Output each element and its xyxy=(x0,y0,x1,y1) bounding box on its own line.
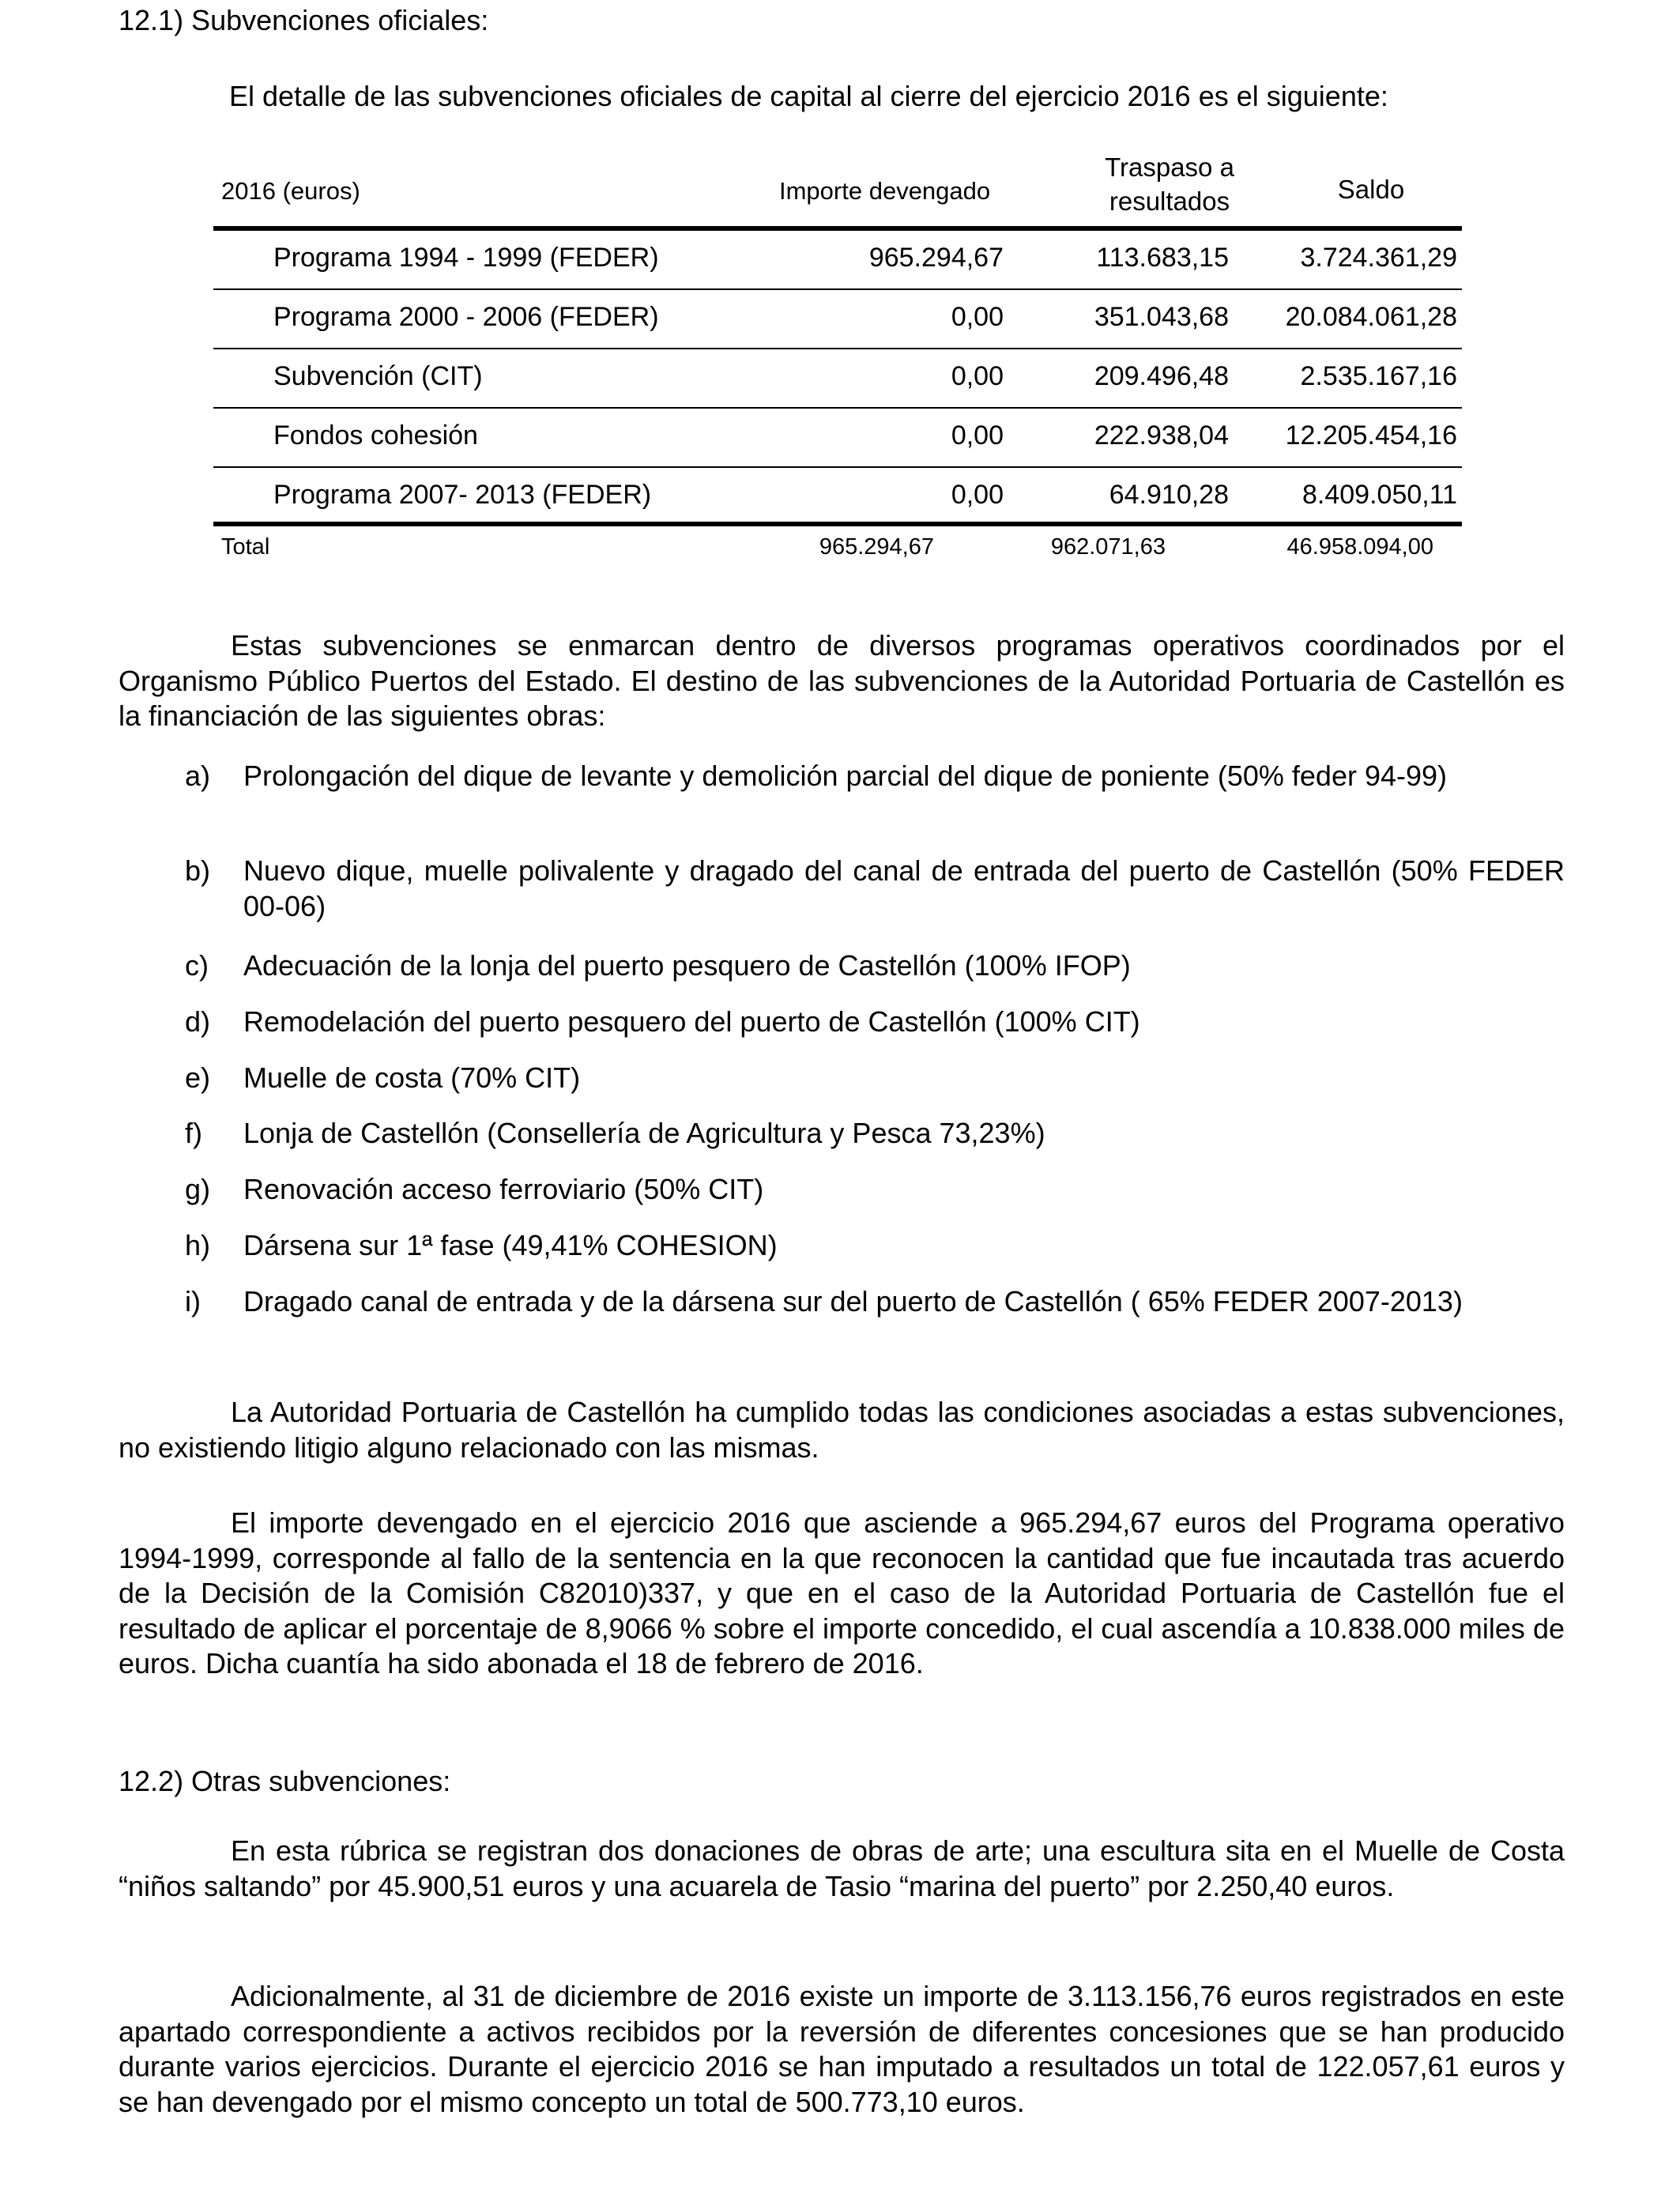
row-saldo: 12.205.454,16 xyxy=(1285,420,1457,450)
row-saldo: 3.724.361,29 xyxy=(1300,243,1457,273)
paragraph-conditions xyxy=(119,1395,1565,1465)
row-label: Programa 2000 - 2006 (FEDER) xyxy=(273,302,659,332)
row-importe: 965.294,67 xyxy=(868,243,1004,273)
list-text: Lonja de Castellón (Consellería de Agricultura y Pesca 73,23%) xyxy=(243,1117,1045,1149)
row-saldo: 8.409.050,11 xyxy=(1302,480,1457,510)
subsidies-table xyxy=(213,150,1462,560)
row-saldo: 20.084.061,28 xyxy=(1285,302,1457,332)
row-traspaso: 209.496,48 xyxy=(1094,361,1229,391)
list-text: Dragado canal de entrada y de la dársena sur del puerto de Castellón ( 65% FEDER 2007-2013) xyxy=(243,1285,1463,1318)
list-letter: b) xyxy=(185,854,211,887)
row-traspaso: 351.043,68 xyxy=(1094,302,1229,332)
header-year: 2016 (euros) xyxy=(221,177,360,205)
paragraph-reversion xyxy=(119,1979,1565,2120)
table-row xyxy=(213,409,1462,468)
row-importe: 0,00 xyxy=(951,302,1004,332)
row-label: Fondos cohesión xyxy=(273,420,478,450)
section-heading-12-1: 12.1) Subvenciones oficiales: xyxy=(119,4,489,36)
row-traspaso: 64.910,28 xyxy=(1109,480,1229,510)
total-importe: 965.294,67 xyxy=(819,534,934,560)
row-label: Programa 2007- 2013 (FEDER) xyxy=(273,480,652,510)
header-traspaso-line1: Traspaso a xyxy=(1105,153,1234,182)
total-saldo: 46.958.094,00 xyxy=(1286,534,1433,560)
table-total-row xyxy=(213,530,1462,569)
paragraph-devengado xyxy=(119,1506,1565,1682)
table-row xyxy=(213,231,1462,290)
header-importe: Importe devengado xyxy=(779,177,991,205)
list-letter: i) xyxy=(185,1285,201,1318)
list-letter: f) xyxy=(185,1117,202,1149)
list-text: Muelle de costa (70% CIT) xyxy=(243,1061,581,1094)
table-row xyxy=(213,349,1462,409)
paragraph-reversion-text: Adicionalmente, al 31 de diciembre de 2016 existe un importe de 3.113.156,76 euros registrados en este apartado correspondiente a activos recibidos por la reversión de diferentes concesiones que se han producido durante varios ejercicios. Durante el ejercicio 2016 se han imputado a resultados un total de 122.057,61 euros y se han devengado por el mismo concepto un total de 500.773,10 euros. xyxy=(119,1980,1565,2118)
table-row xyxy=(213,468,1462,527)
list-text: Dársena sur 1ª fase (49,41% COHESION) xyxy=(243,1229,778,1261)
row-traspaso: 222.938,04 xyxy=(1094,420,1229,450)
total-rule xyxy=(213,522,1462,526)
list-letter: c) xyxy=(185,949,209,982)
paragraph-conditions-text: La Autoridad Portuaria de Castellón ha cumplido todas las condiciones asociadas a estas subvenciones, no existiendo litigio alguno relacionado con las mismas. xyxy=(119,1396,1565,1464)
row-importe: 0,00 xyxy=(951,361,1004,391)
list-text: Remodelación del puerto pesquero del puerto de Castellón (100% CIT) xyxy=(243,1005,1140,1038)
list-text: Renovación acceso ferroviario (50% CIT) xyxy=(243,1173,764,1205)
paragraph-donations xyxy=(119,1834,1565,1904)
list-text: Nuevo dique, muelle polivalente y dragado del canal de entrada del puerto de Castellón (50% FEDER 00-06) xyxy=(243,854,1565,922)
table-intro: El detalle de las subvenciones oficiales de capital al cierre del ejercicio 2016 es el siguiente: xyxy=(229,80,1388,112)
row-label: Programa 1994 - 1999 (FEDER) xyxy=(273,243,659,273)
list-text: Prolongación del dique de levante y demolición parcial del dique de poniente (50% feder 94-99) xyxy=(243,760,1448,792)
header-traspaso-line2: resultados xyxy=(1109,187,1230,216)
total-traspaso: 962.071,63 xyxy=(1050,534,1166,560)
row-label: Subvención (CIT) xyxy=(273,361,483,391)
paragraph-donations-text: En esta rúbrica se registran dos donaciones de obras de arte; una escultura sita en el Muelle de Costa “niños saltando” por 45.900,51 euros y una acuarela de Tasio “marina del puerto” por 2.250,40 euros. xyxy=(119,1834,1565,1902)
total-label: Total xyxy=(221,534,270,560)
row-traspaso: 113.683,15 xyxy=(1096,243,1229,273)
list-letter: d) xyxy=(185,1005,211,1038)
table-header xyxy=(213,150,1462,229)
header-saldo: Saldo xyxy=(1337,175,1405,204)
row-importe: 0,00 xyxy=(951,480,1004,510)
list-text: Adecuación de la lonja del puerto pesquero de Castellón (100% IFOP) xyxy=(243,949,1131,982)
paragraph-programs xyxy=(119,628,1565,734)
list-letter: h) xyxy=(185,1229,211,1261)
paragraph-programs-text: Estas subvenciones se enmarcan dentro de diversos programas operativos coordinados por el Organismo Público Puertos del Estado. El destino de las subvenciones de la Autoridad Portuaria de Castellón es la financiación de las siguientes obras: xyxy=(119,629,1565,732)
section-heading-12-2: 12.2) Otras subvenciones: xyxy=(119,1765,451,1797)
row-saldo: 2.535.167,16 xyxy=(1300,361,1457,391)
list-letter: g) xyxy=(185,1173,211,1205)
list-letter: e) xyxy=(185,1061,211,1094)
list-letter: a) xyxy=(185,760,211,792)
table-row xyxy=(213,290,1462,349)
row-importe: 0,00 xyxy=(951,420,1004,450)
paragraph-devengado-text: El importe devengado en el ejercicio 2016 que asciende a 965.294,67 euros del Programa operativo 1994-1999, corresponde al fallo de la sentencia en la que reconocen la cantidad que fue incautada tras acuerdo de la Decisión de la Comisión C82010)337, y que en el caso de la Autoridad Portuaria de Castellón fue el resultado de aplicar el porcentaje de 8,9066 % sobre el importe concedido, el cual ascendía a 10.838.000 miles de euros. Dicha cuantía ha sido abonada el 18 de febrero de 2016. xyxy=(119,1506,1565,1679)
